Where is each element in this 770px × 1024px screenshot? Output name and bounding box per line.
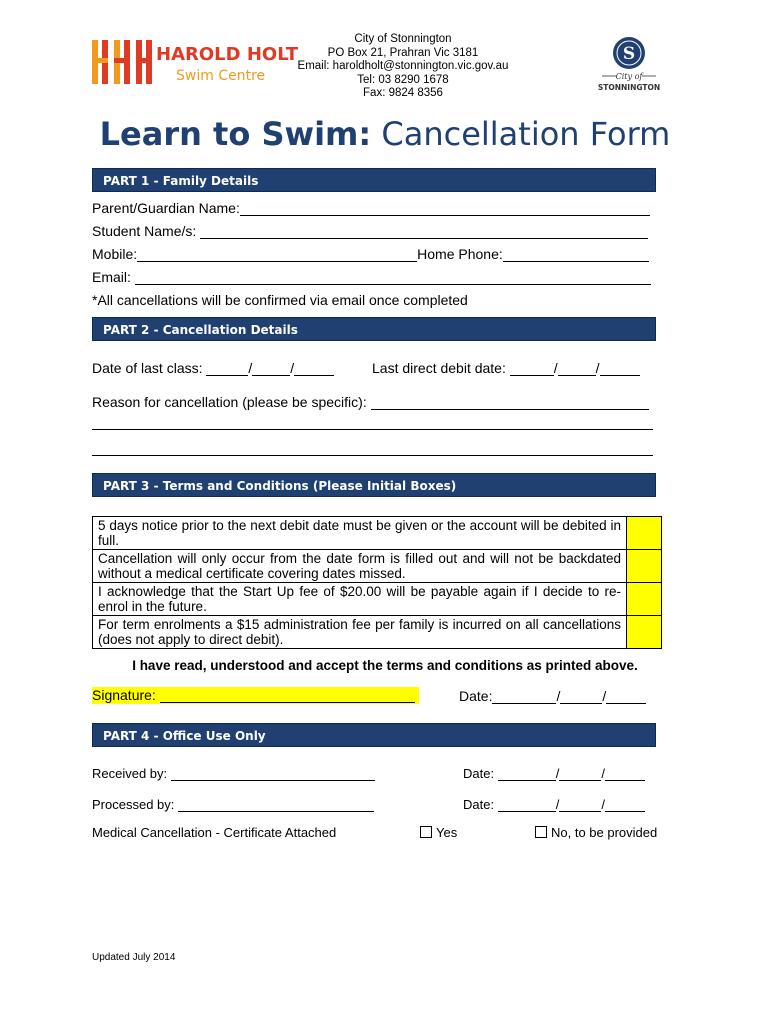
contact-address <box>288 33 518 101</box>
svg-text:Swim Centre: Swim Centre <box>176 68 266 84</box>
address-tel: Tel: 03 8290 1678 <box>357 73 449 86</box>
page-title <box>0 115 770 153</box>
terms-table <box>92 516 662 649</box>
last-debit-day[interactable] <box>510 361 554 376</box>
part1-heading: PART 1 - Family Details <box>92 168 656 192</box>
received-date-row <box>463 766 645 781</box>
reason-line-3[interactable] <box>92 455 653 456</box>
received-date-day[interactable] <box>498 766 556 781</box>
initial-box[interactable] <box>627 550 662 583</box>
medical-no-option[interactable] <box>535 825 657 840</box>
parent-name-row <box>92 200 650 216</box>
terms-row <box>93 517 662 550</box>
email-field[interactable] <box>135 270 651 285</box>
mobile-field[interactable] <box>137 247 417 262</box>
terms-row <box>93 616 662 649</box>
reason-row <box>92 394 649 410</box>
signature-date-label: Date: <box>459 688 493 704</box>
reason-line-2[interactable] <box>92 429 653 430</box>
reason-label: Reason for cancellation (please be specific): <box>92 394 367 410</box>
acknowledgement-text: I have read, understood and accept the terms and conditions as printed above. <box>132 658 638 673</box>
received-date-year[interactable] <box>605 766 645 781</box>
medical-cancellation-label: Medical Cancellation - Certificate Attached <box>92 825 337 840</box>
svg-text:STONNINGTON: STONNINGTON <box>597 83 661 92</box>
received-label: Received by: <box>92 766 168 781</box>
initial-box[interactable] <box>627 583 662 616</box>
received-row <box>92 766 375 781</box>
signature-date-year[interactable] <box>606 689 646 704</box>
received-date-label: Date: <box>463 766 495 781</box>
date-separator: / <box>595 360 600 376</box>
email-note: *All cancellations will be confirmed via email once completed <box>92 292 468 308</box>
date-separator: / <box>601 797 605 812</box>
checkbox-icon[interactable] <box>535 826 547 838</box>
phone-row <box>92 246 649 262</box>
mobile-label: Mobile: <box>92 246 138 262</box>
processed-date-row <box>463 797 645 812</box>
processed-date-year[interactable] <box>605 797 645 812</box>
part2-heading: PART 2 - Cancellation Details <box>92 317 656 341</box>
initial-box[interactable] <box>627 616 662 649</box>
last-debit-row <box>372 360 640 376</box>
term-text: For term enrolments a $15 administration fee per family is incurred on all cancellations (does not apply to direct debit). <box>93 616 627 649</box>
term-text: Cancellation will only occur from the date form is filled out and will not be backdated without a medical certificate covering dates missed. <box>93 550 627 583</box>
date-separator: / <box>601 766 605 781</box>
student-name-row <box>92 223 648 239</box>
term-text: I acknowledge that the Start Up fee of $20.00 will be payable again if I decide to re-enrol in the future. <box>93 583 627 616</box>
updated-footer: Updated July 2014 <box>92 952 176 963</box>
last-class-year[interactable] <box>294 361 334 376</box>
address-line: City of Stonnington <box>354 33 452 45</box>
date-separator: / <box>602 688 607 704</box>
parent-name-field[interactable] <box>240 201 650 216</box>
signature-date-row <box>459 688 646 704</box>
svg-text:City of: City of <box>615 72 643 81</box>
last-debit-label: Last direct debit date: <box>372 360 506 376</box>
last-debit-year[interactable] <box>600 361 640 376</box>
processed-date-label: Date: <box>463 797 495 812</box>
signature-row <box>92 687 419 704</box>
date-separator: / <box>248 360 253 376</box>
reason-field[interactable] <box>371 395 649 410</box>
title-bold: Learn to Swim: <box>99 115 372 153</box>
processed-label: Processed by: <box>92 797 175 812</box>
last-class-day[interactable] <box>206 361 248 376</box>
initial-box[interactable] <box>627 517 662 550</box>
signature-date-day[interactable] <box>492 689 556 704</box>
received-field[interactable] <box>171 766 375 781</box>
last-debit-month[interactable] <box>558 361 596 376</box>
medical-yes-option[interactable] <box>420 825 457 840</box>
student-name-field[interactable] <box>200 224 648 239</box>
parent-name-label: Parent/Guardian Name: <box>92 200 240 216</box>
processed-date-month[interactable] <box>559 797 601 812</box>
date-separator: / <box>553 360 558 376</box>
received-date-month[interactable] <box>559 766 601 781</box>
terms-row <box>93 550 662 583</box>
address-email: Email: haroldholt@stonnington.vic.gov.au <box>297 60 509 73</box>
last-class-month[interactable] <box>252 361 290 376</box>
yes-label: Yes <box>436 825 458 840</box>
checkbox-icon[interactable] <box>420 826 432 838</box>
title-rest: Cancellation Form <box>381 115 671 153</box>
date-separator: / <box>556 688 561 704</box>
email-label: Email: <box>92 269 131 285</box>
address-line: PO Box 21, Prahran Vic 3181 <box>327 46 479 59</box>
home-phone-field[interactable] <box>503 247 649 262</box>
processed-field[interactable] <box>178 797 374 812</box>
part4-heading: PART 4 - Office Use Only <box>92 723 656 747</box>
svg-text:S: S <box>622 44 636 64</box>
term-text: 5 days notice prior to the next debit date must be given or the account will be debited in full. <box>93 517 627 550</box>
last-class-label: Date of last class: <box>92 360 203 376</box>
date-separator: / <box>555 766 560 781</box>
no-label: No, to be provided <box>551 825 658 840</box>
home-phone-label: Home Phone: <box>417 246 503 262</box>
student-name-label: Student Name/s: <box>92 223 197 239</box>
part3-heading: PART 3 - Terms and Conditions (Please Initial Boxes) <box>92 473 656 497</box>
signature-date-month[interactable] <box>560 689 602 704</box>
svg-text:HAROLD HOLT: HAROLD HOLT <box>156 44 298 65</box>
date-separator: / <box>555 797 560 812</box>
signature-field[interactable] <box>160 688 415 703</box>
processed-date-day[interactable] <box>498 797 556 812</box>
processed-row <box>92 797 374 812</box>
address-fax: Fax: 9824 8356 <box>363 87 443 100</box>
date-separator: / <box>290 360 295 376</box>
last-class-row <box>92 360 334 376</box>
harold-holt-logo <box>92 38 298 86</box>
signature-label: Signature: <box>92 687 156 703</box>
terms-row <box>93 583 662 616</box>
email-row <box>92 269 651 285</box>
city-of-stonnington-logo <box>598 36 660 96</box>
